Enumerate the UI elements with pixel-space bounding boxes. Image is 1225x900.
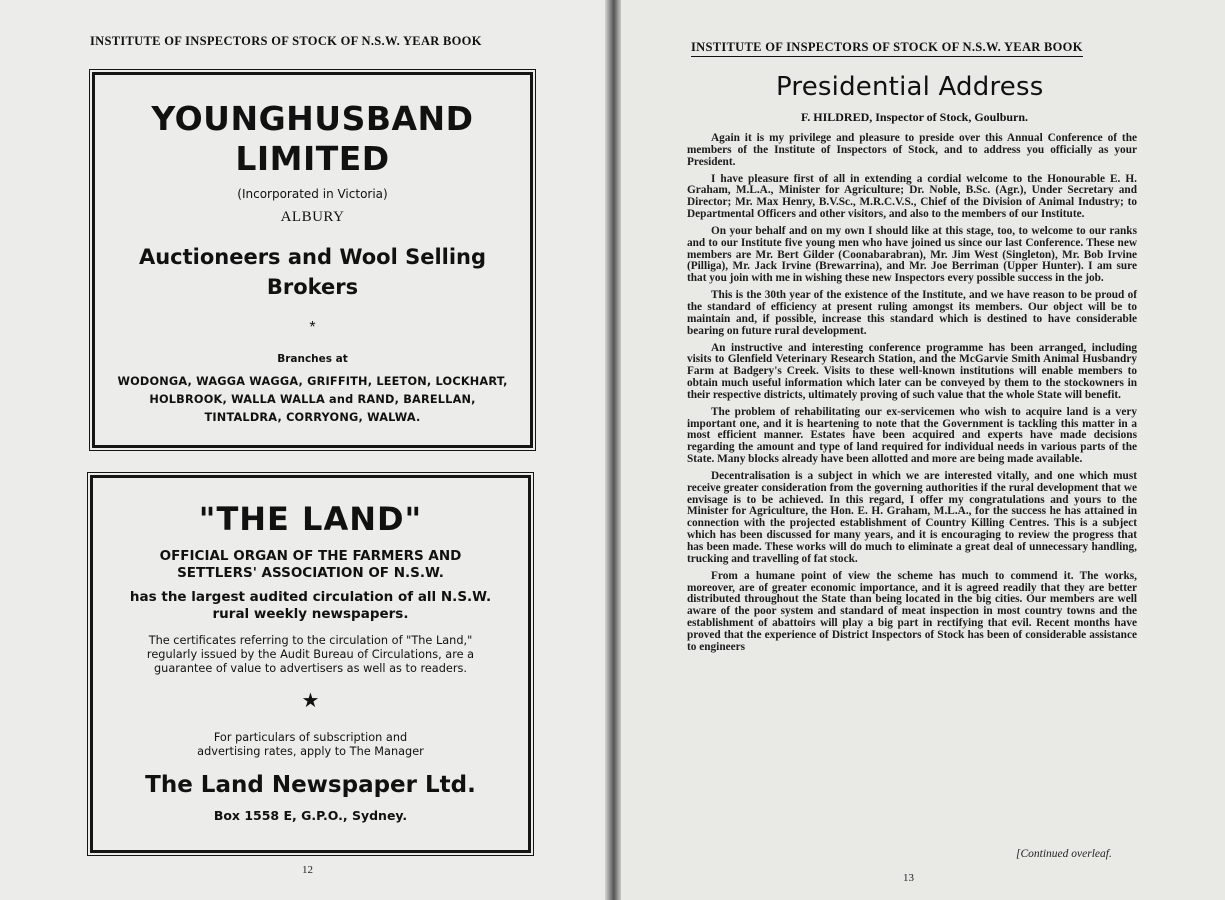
- ad2-cert-line3: guarantee of value to advertisers as well as to readers.: [154, 662, 467, 675]
- paragraph: On your behalf and on my own I should like at this stage, too, to welcome to our ranks and to our Institute five young men who have joined us since our last Conference. These new members are Mr. Bert Gilder (Coonabarabran), Mr. Jim West (Singleton), Mr. Bob Irvine (Pilliga), Mr. Jack Irvine (Brewarrina), and Mr. Joe Berriman (Upper Hunter). I am sure that you join with me in wishing these new Inspectors every possible success in the job.: [687, 224, 1137, 285]
- ad1-incorporated: (Incorporated in Victoria): [237, 187, 388, 201]
- ad1-trade-line1: Auctioneers and Wool Selling: [138, 245, 487, 269]
- ad2-star-icon: ★: [301, 690, 320, 712]
- paragraph: Again it is my privilege and pleasure to preside over this Annual Conference of the members of the Institute of Inspectors of Stock, and to address you officially as your President.: [687, 132, 1137, 168]
- ad1-branches-line3: TINTALDRA, CORRYONG, WALWA.: [204, 411, 421, 424]
- running-head-left: INSTITUTE OF INSPECTORS OF STOCK OF N.S.W. YEAR BOOK: [90, 34, 482, 48]
- ad1-branches-label: Branches at: [277, 353, 348, 365]
- ad2-cert-line1: The certificates referring to the circulation of "The Land,": [148, 634, 473, 647]
- page-number-left: 12: [302, 864, 313, 876]
- page-number-right: 13: [903, 872, 914, 884]
- ad2-particulars-line1: For particulars of subscription and: [213, 731, 408, 744]
- ad1-star-icon: *: [309, 319, 316, 336]
- paragraph: Decentralisation is a subject in which we are interested vitally, and one which must receive greater consideration from the governing authorities if the rural development that we envisage is to be achieved. In this regard, I offer my congratulations and yours to the Minister for Agriculture, the Hon. E. H. Graham, M.L.A., for the success he has attained in connection with the projected establishment of Country Killing Centres. This is a subject which has been discussed for many years, and it is encouraging to review the progress that has been made. These works will do much to eliminate a great deal of unnecessary handling, trucking and travelling of fat stock.: [687, 469, 1137, 565]
- continued-note: [Continued overleaf.: [1016, 848, 1112, 860]
- ad1-name-line1: YOUNGHUSBAND: [151, 99, 474, 138]
- ad1-branches-line2: HOLBROOK, WALLA WALLA and RAND, BARELLAN,: [149, 393, 476, 406]
- ad2-particulars-line2: advertising rates, apply to The Manager: [197, 745, 424, 758]
- ad2-claim-line2: rural weekly newspapers.: [212, 606, 409, 622]
- paragraph: I have pleasure first of all in extending a cordial welcome to the Honourable E. H. Graham, M.L.A., Minister for Agriculture; Dr. Noble, B.Sc. (Agr.), Under Secretary and Director; Mr. Max Henry, B.V.Sc., M.R.C.V.S., Chief of the Division of Animal Industry; to Departmental Officers and other visitors, and also to the members of our Institute.: [687, 172, 1137, 221]
- right-page: [621, 0, 1225, 900]
- running-head-right: INSTITUTE OF INSPECTORS OF STOCK OF N.S.W. YEAR BOOK: [691, 40, 1083, 57]
- ad1-branches-line1: WODONGA, WAGGA WAGGA, GRIFFITH, LEETON, LOCKHART,: [117, 375, 508, 388]
- left-page: [0, 0, 605, 900]
- paragraph: An instructive and interesting conference programme has been arranged, including visits to Glenfield Veterinary Research Station, and the McGarvie Smith Animal Husbandry Farm at Badgery's Creek. Visits to these well-known institutions will enable members to obtain much useful information which later can be conveyed by them to the stockowners in their respective districts, ultimately proving of such value that the whole State will benefit.: [687, 341, 1137, 401]
- article-byline: F. HILDRED, Inspector of Stock, Goulburn.: [801, 110, 1029, 124]
- article-body: [687, 133, 1137, 659]
- ad2-cert-line2: regularly issued by the Audit Bureau of Circulations, are a: [146, 648, 475, 661]
- ad2-organ-line2: SETTLERS' ASSOCIATION OF N.S.W.: [177, 565, 444, 581]
- paragraph: From a humane point of view the scheme has much to commend it. The works, moreover, are of greater economic importance, and it is agreed readily that they are better distributed throughout the State than being located in the big cities. Our members are well aware of the poor system and standard of meat inspection in most country towns and the establishment of abattoirs will play a big part in rectifying that evil. Recent months have proved that the experience of District Inspectors of Stock has been of considerable assistance to engineers: [687, 569, 1137, 653]
- ad1-city: ALBURY: [280, 209, 345, 225]
- the-land-advertisement: [90, 475, 531, 853]
- paragraph: The problem of rehabilitating our ex-servicemen who wish to acquire land is a very important one, and it is heartening to note that the Government is tackling this matter in a most efficient manner. Estates have been acquired and experts have made decisions regarding the amount and type of land required for individual needs in various parts of the State. Many blocks already have been allotted and more are being made available.: [687, 405, 1137, 466]
- ad2-address: Box 1558 E, G.P.O., Sydney.: [213, 808, 408, 823]
- ad2-company: The Land Newspaper Ltd.: [145, 772, 476, 798]
- book-gutter: [605, 0, 621, 900]
- article-title: Presidential Address: [776, 72, 1044, 102]
- ad2-claim-line1: has the largest audited circulation of all N.S.W.: [129, 589, 492, 605]
- paragraph: This is the 30th year of the existence of the Institute, and we have reason to be proud of the standard of efficiency at present ruling amongst its members. Our object will be to maintain and, if possible, increase this standard which is destined to have considerable bearing on future rural development.: [687, 289, 1137, 337]
- ad1-name-line2: LIMITED: [235, 139, 390, 178]
- ad1-trade-line2: Brokers: [266, 275, 359, 299]
- ad2-title: "THE LAND": [198, 500, 423, 538]
- younghusband-advertisement: [92, 72, 533, 448]
- ad2-organ-line1: OFFICIAL ORGAN OF THE FARMERS AND: [159, 548, 462, 564]
